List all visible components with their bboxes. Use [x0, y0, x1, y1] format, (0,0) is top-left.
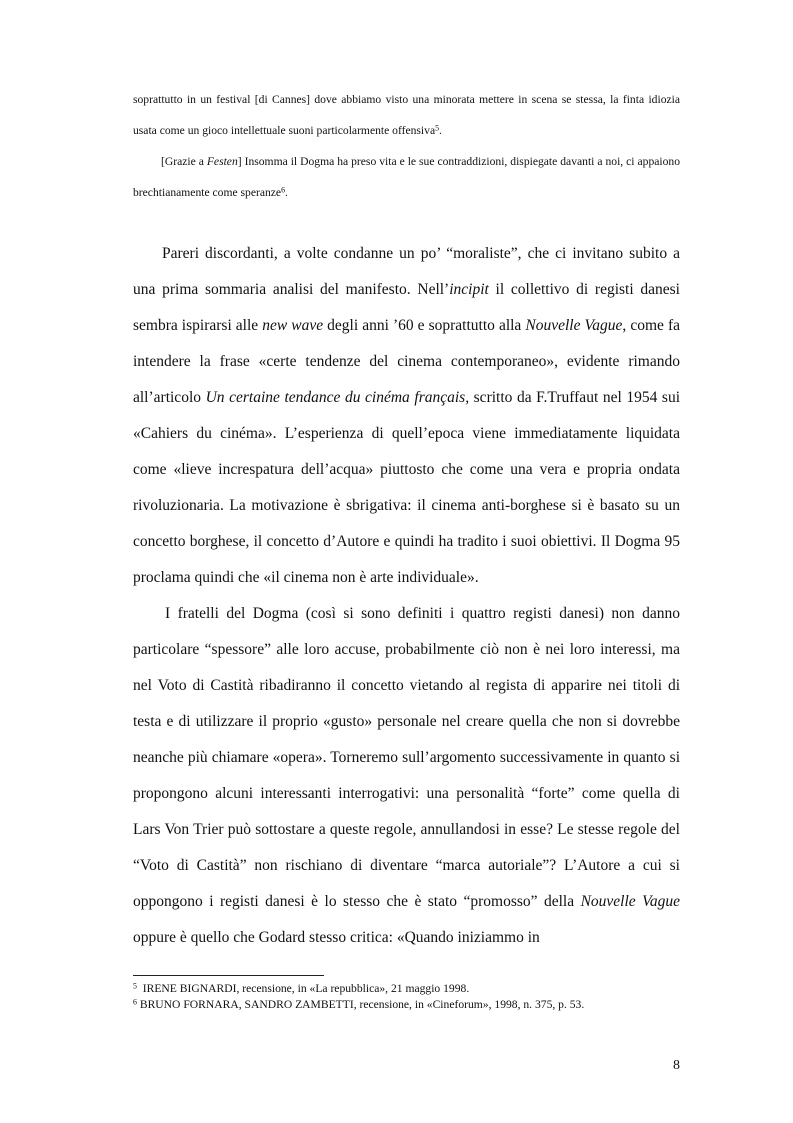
body-paragraph — [133, 236, 680, 596]
text-run: , come fa intendere la frase «certe tendenze del cinema contemporaneo», evidente rimando all’articolo — [133, 317, 680, 406]
footnote-text: IRENE BIGNARDI, recensione, in «La repubblica», 21 maggio 1998. — [136, 982, 470, 995]
text-run: il collettivo di registi danesi sembra ispirarsi alle — [133, 281, 680, 334]
text-run: I fratelli del Dogma (così si sono definiti i quattro registi danesi) non danno particolare “spessore” alle loro accuse, probabilmente ciò non è nei loro interessi, ma nel Voto di Castità ribadiranno il concetto vietando al regista di apparire nei titoli di testa e di utilizzare il proprio «gusto» personale nel creare quella che non si dovrebbe neanche più chiamare «opera». Torneremo sull’argomento successivamente in quanto si propongono alcuni interessanti interrogativi: una personalità “forte” come quella di Lars Von Trier può sottostare a queste regole, annullandosi in esse? Le stesse regole del “Voto di Castità” non rischiano di diventare “marca autoriale”? L’Autore a cui si oppongono i registi danesi è lo stesso che è stato “promosso” della — [133, 605, 680, 910]
text-run: [Grazie a — [161, 155, 207, 168]
text-run: . — [439, 124, 442, 137]
footnote-number: 6 — [133, 997, 137, 1007]
quote-paragraph — [133, 84, 680, 146]
italic-run: Nouvelle Vague — [525, 317, 623, 334]
main-body-text — [133, 236, 680, 956]
body-paragraph — [133, 596, 680, 956]
footnote-number: 5 — [133, 981, 137, 991]
text-run: . — [285, 186, 288, 199]
italic-run: Nouvelle Vague — [580, 893, 680, 910]
quote-paragraph — [133, 146, 680, 208]
italic-run: new wave — [262, 317, 324, 334]
block-quotation — [133, 84, 680, 208]
footnote-item — [133, 997, 693, 1013]
text-run: soprattutto in un festival [di Cannes] dove abbiamo visto una minorata mettere in scena se stessa, la finta idiozia usata come un gioco intellettuale suoni particolarmente offensiva — [133, 93, 680, 137]
italic-run: incipit — [449, 281, 489, 298]
footnote-separator — [133, 975, 324, 976]
footnote-reference: 5 — [435, 123, 440, 133]
italic-run: Un certaine tendance du cinéma français, — [205, 389, 470, 406]
text-run: ] Insomma il Dogma ha preso vita e le sue contraddizioni, dispiegate davanti a noi, ci appaiono brechtianamente come speranze — [133, 155, 680, 199]
text-run: degli anni ’60 e soprattutto alla — [323, 317, 526, 334]
footnotes — [133, 981, 693, 1013]
footnote-item — [133, 981, 693, 997]
text-run: oppure è quello che Godard stesso critica: «Quando iniziammo in — [133, 929, 540, 946]
footnote-text: BRUNO FORNARA, SANDRO ZAMBETTI, recensione, in «Cineforum», 1998, n. 375, p. 53. — [136, 998, 585, 1011]
text-run: Pareri discordanti, a volte condanne un po’ “moraliste”, che ci invitano subito a una prima sommaria analisi del manifesto. Nell’ — [133, 245, 680, 298]
italic-run: Festen — [206, 155, 238, 168]
text-run: scritto da F.Truffaut nel 1954 sui «Cahiers du cinéma». L’esperienza di quell’epoca viene immediatamente liquidata come «lieve increspatura dell’acqua» piuttosto che come una vera e propria ondata rivoluzionaria. La motivazione è sbrigativa: il cinema anti-borghese si è basato su un concetto borghese, il concetto d’Autore e quindi ha tradito i suoi obiettivi. Il Dogma 95 proclama quindi che «il cinema non è arte individuale». — [133, 389, 680, 586]
page-number: 8 — [673, 1058, 680, 1073]
footnote-reference: 6 — [281, 185, 285, 195]
